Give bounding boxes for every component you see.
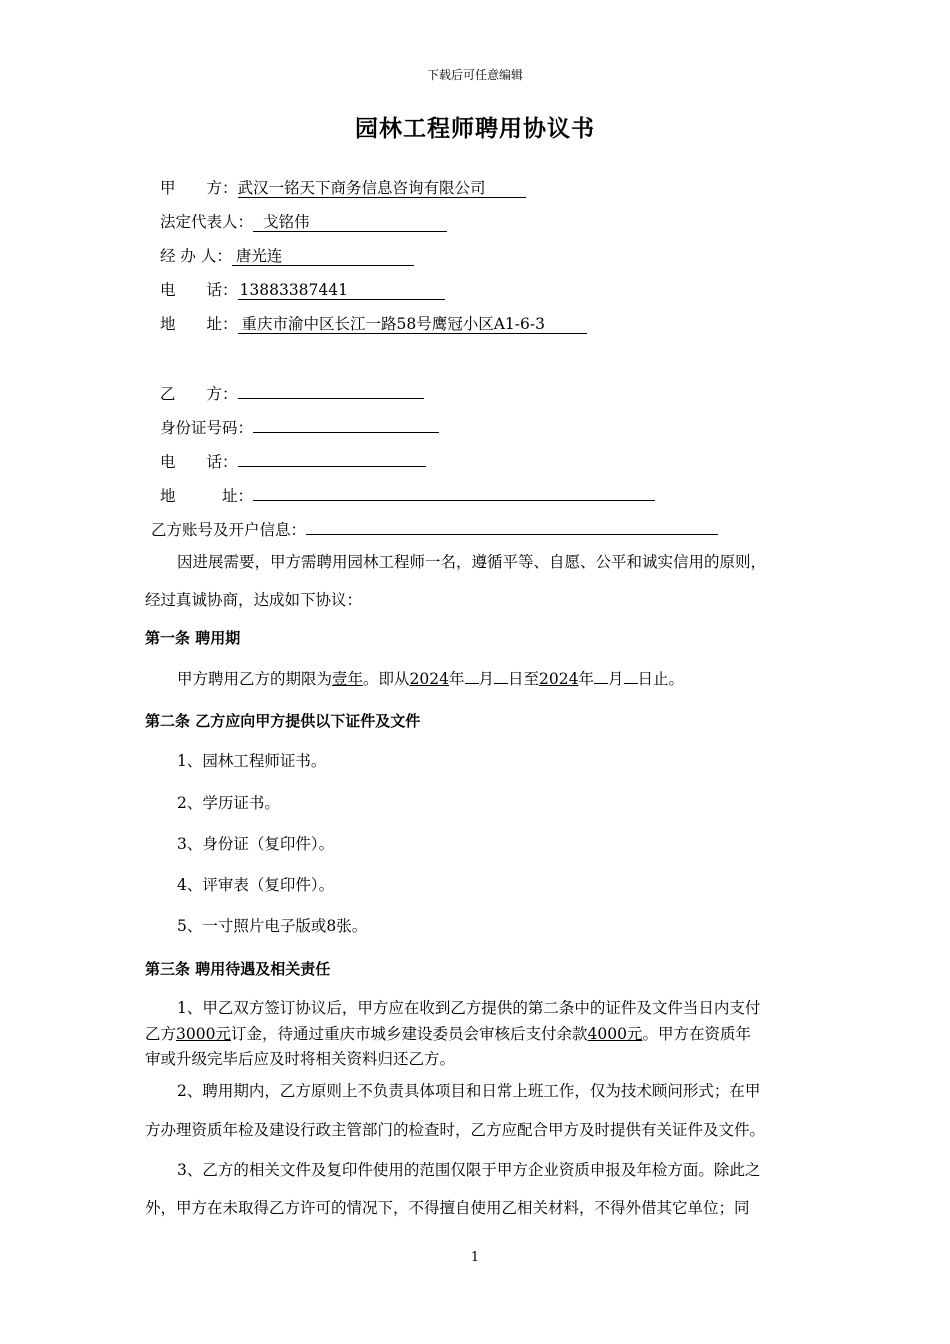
article-1-term: 壹年 (332, 670, 364, 688)
party-a-rep-value: 戈铭伟 (253, 213, 447, 232)
document-title: 园林工程师聘用协议书 (355, 115, 595, 142)
article-3-balance: 4000元 (587, 1025, 643, 1043)
article-1-blank-day-1 (494, 668, 508, 684)
article-1-blank-day-2 (624, 668, 638, 684)
article-3-p1-c: 。甲方在资质年 (642, 1025, 751, 1043)
party-a-agent-row (160, 246, 414, 266)
intro-line-2: 经过真诚协商，达成如下协议： (145, 591, 363, 609)
article-2-item: 2、学历证书。 (177, 794, 280, 812)
article-1-t2: 。即从 (363, 670, 410, 688)
article-1-t5: 日至 (508, 670, 540, 688)
article-2-item: 5、一寸照片电子版或8张。 (177, 917, 368, 935)
article-3-p1-line-3: 审或升级完毕后应及时将相关资料归还乙方。 (145, 1050, 456, 1068)
article-3-deposit: 3000元 (176, 1025, 231, 1043)
article-3-p2-line-2: 方办理资质年检及建设行政主管部门的检查时，乙方应配合甲方及时提供有关证件及文件。 (145, 1121, 766, 1139)
article-1-blank-month-2 (594, 668, 608, 684)
party-b-phone-label: 电 话： (160, 453, 238, 471)
page-number: 1 (470, 1250, 480, 1265)
article-2-heading: 第二条 乙方应向甲方提供以下证件及文件 (145, 712, 421, 730)
article-1-blank-month-1 (465, 668, 479, 684)
party-b-address-row (160, 485, 655, 506)
party-b-account-blank (306, 519, 718, 535)
party-b-address-label: 地 址： (160, 487, 254, 505)
article-2-item: 4、评审表（复印件）。 (177, 876, 335, 894)
party-a-name-row (160, 178, 526, 198)
party-a-name-value: 武汉一铭天下商务信息咨询有限公司 (238, 179, 526, 198)
party-a-phone-value: 13883387441 (238, 281, 445, 300)
party-b-address-blank (253, 485, 655, 501)
header-note: 下载后可任意编辑 (426, 68, 523, 82)
party-b-id-label: 身份证号码： (160, 419, 254, 437)
article-3-p1-b: 订金，待通过重庆市城乡建设委员会审核后支付余款 (230, 1025, 588, 1043)
article-3-p2-line-1: 2、聘用期内，乙方原则上不负责具体项目和日常上班工作，仅为技术顾问形式；在甲 (177, 1082, 761, 1100)
article-3-p1-line-2 (145, 1024, 751, 1044)
article-3-p1-line-1: 1、甲乙双方签订协议后，甲方应在收到乙方提供的第二条中的证件及文件当日内支付 (177, 999, 761, 1017)
party-b-name-label: 乙 方： (160, 385, 238, 403)
article-1-t3: 年 (449, 670, 465, 688)
party-a-phone-label: 电 话： (160, 281, 238, 299)
article-1-heading: 第一条 聘用期 (145, 629, 241, 647)
party-a-phone-row (160, 280, 445, 300)
article-3-p3-line-2: 外，甲方在未取得乙方许可的情况下，不得擅自使用乙相关材料，不得外借其它单位；同 (145, 1199, 750, 1217)
party-a-address-row (160, 314, 587, 334)
party-b-id-row (160, 417, 439, 438)
article-2-item: 1、园林工程师证书。 (177, 752, 327, 770)
article-2-item: 3、身份证（复印件）。 (177, 835, 335, 853)
article-1-end-year: 2024 (539, 670, 579, 688)
party-b-name-blank (238, 383, 424, 399)
party-a-rep-row (160, 212, 447, 232)
party-b-account-row (151, 519, 718, 540)
party-a-agent-value: 唐光连 (232, 247, 414, 266)
party-a-address-value: 重庆市渝中区长江一路58号鹰冠小区A1-6-3 (238, 315, 587, 334)
article-1-text (177, 668, 684, 689)
article-3-p1-a: 乙方 (145, 1025, 177, 1043)
party-a-rep-label: 法定代表人： (160, 213, 254, 231)
article-1-t7: 月 (608, 670, 624, 688)
article-1-t1: 甲方聘用乙方的期限为 (177, 670, 333, 688)
article-3-heading: 第三条 聘用待遇及相关责任 (145, 960, 331, 978)
party-a-name-label: 甲 方： (160, 179, 238, 197)
party-b-account-label: 乙方账号及开户信息： (151, 521, 307, 539)
article-1-t8: 日止。 (637, 670, 685, 688)
party-b-id-blank (253, 417, 439, 433)
party-b-phone-row (160, 451, 426, 472)
article-1-start-year: 2024 (409, 670, 449, 688)
article-1-t4: 月 (478, 670, 495, 688)
party-b-name-row (160, 383, 424, 404)
article-1-t6: 年 (578, 670, 595, 688)
party-a-address-label: 地 址： (160, 315, 238, 333)
intro-line-1: 因进展需要，甲方需聘用园林工程师一名，遵循平等、自愿、公平和诚实信用的原则， (177, 553, 767, 571)
party-a-agent-label: 经 办 人： (160, 247, 232, 265)
party-b-phone-blank (238, 451, 426, 467)
article-3-p3-line-1: 3、乙方的相关文件及复印件使用的范围仅限于甲方企业资质申报及年检方面。除此之 (177, 1161, 761, 1179)
